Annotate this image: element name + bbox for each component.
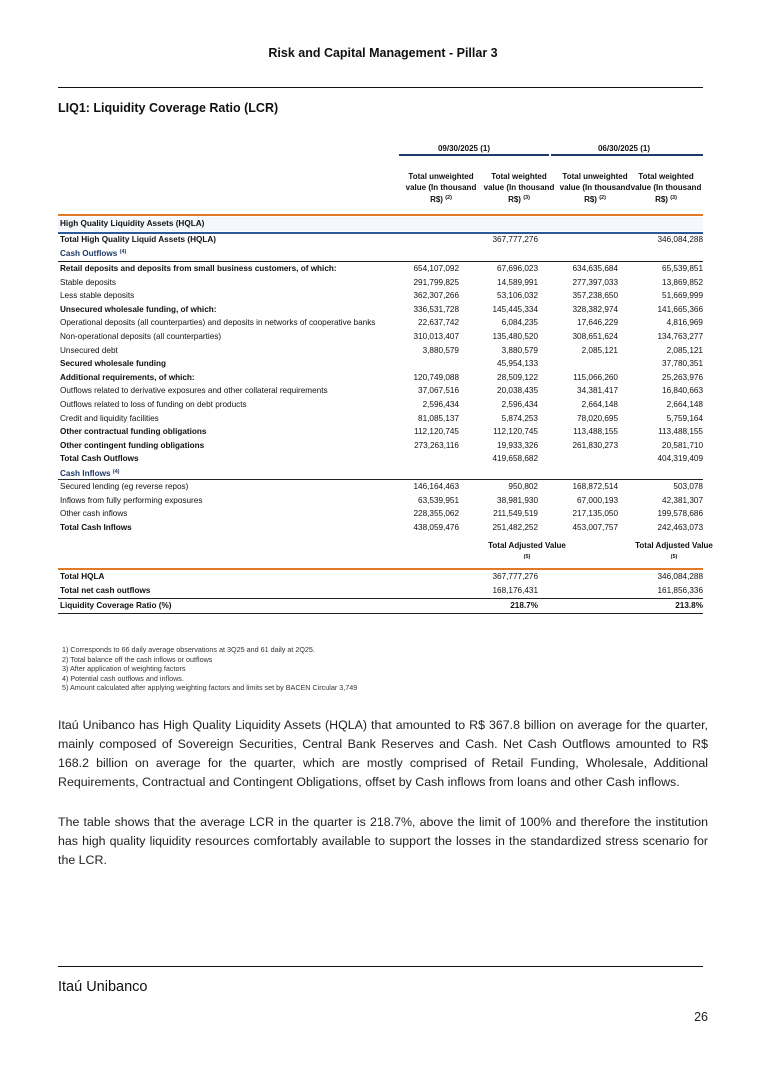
cell: 2,085,121 [666,345,703,355]
row-label: Non-operational deposits (all counterparties) [60,331,222,341]
cell: 251,482,252 [492,522,538,532]
cell: 20,581,710 [662,440,703,450]
cell: 404,319,409 [657,454,703,464]
cell: 291,799,825 [413,277,459,287]
section-label: High Quality Liquidity Assets (HQLA) [60,219,205,228]
table-row [58,357,703,371]
cell: 2,664,148 [666,399,703,409]
cell: 63,539,951 [418,495,459,505]
cell: 16,840,663 [662,386,703,396]
cell: 45,954,133 [497,359,538,369]
cell: 362,307,266 [413,291,459,301]
cell: 168,176,431 [492,585,538,595]
row-label: Less stable deposits [60,291,135,301]
cell: 357,238,650 [572,291,618,301]
row-label: Total HQLA [60,572,105,581]
adjusted-header-note: (5) [523,553,531,560]
footnote: 5) Amount calculated after applying weighting factors and limits set by BACEN Circular 3,749 [62,683,358,693]
cell: 310,013,407 [413,331,459,341]
col-header-text: Total weighted value (In thousand R$) [630,172,702,204]
row-label: Outflows related to loss of funding on debt products [60,399,247,409]
section-note: (4) [119,249,127,256]
cell: 367,777,276 [492,572,538,581]
row-label: Total Cash Inflows [60,522,132,532]
footnote: 2) Total balance off the cash inflows or outflows [62,654,213,664]
inflows-table [58,480,703,534]
adjusted-header-note: (5) [670,553,678,560]
table-row [58,262,703,276]
col-header-note: (2) [445,195,452,201]
cell: 634,635,684 [572,264,618,273]
cell: 112,120,745 [414,427,459,437]
cell: 438,059,476 [413,522,459,532]
table-row [58,303,703,317]
section-row-cash-outflows [58,246,703,260]
cell: 367,777,276 [492,234,538,244]
period-header-q3: 09/30/2025 (1) [437,144,491,153]
cell: 112,120,745 [493,427,538,437]
col-header-note: (3) [670,195,677,201]
page-number: 26 [694,1010,708,1024]
cell: 168,872,514 [572,482,618,491]
table-row [58,412,703,426]
row-label: Unsecured wholesale funding, of which: [60,304,217,314]
cell: 135,480,520 [492,331,538,341]
adjusted-header-q3 [487,541,567,564]
period-header-q2: 06/30/2025 (1) [597,144,651,153]
table-row [58,521,703,535]
table-row [58,570,703,584]
cell: 38,981,930 [497,495,538,505]
cell: 950,802 [508,482,538,491]
row-label: Other cash inflows [60,509,128,519]
cell: 211,549,519 [493,509,538,519]
cell: 113,488,155 [573,427,618,437]
cell: 17,646,229 [577,318,618,328]
row-label: Total Cash Outflows [60,454,139,464]
header-divider [58,87,703,88]
cell: 453,007,757 [572,522,618,532]
section-label [60,246,126,261]
lcr-bottom-rule [58,613,703,614]
table-row [58,276,703,290]
table-row [58,494,703,508]
cell: 22,637,742 [418,318,459,328]
period-rule-q3 [399,154,549,156]
row-label: Outflows related to derivative exposures and other collateral requirements [60,386,328,396]
cell: 2,596,434 [501,399,538,409]
cell: 346,084,288 [657,234,703,244]
table-row [58,330,703,344]
cell: 242,463,073 [657,522,703,532]
table-row [58,452,703,466]
row-label: Liquidity Coverage Ratio (%) [60,601,172,610]
footnote: 4) Potential cash outflows and inflows. [62,673,184,683]
cell: 141,665,366 [657,304,703,314]
cell: 346,084,288 [657,572,703,581]
table-row [58,344,703,358]
adjusted-header-text: Total Adjusted Value [635,541,713,550]
cell: 419,658,682 [492,454,538,464]
adjusted-header-text: Total Adjusted Value [488,541,566,550]
cell: 3,880,579 [422,345,459,355]
cell: 273,263,116 [414,440,459,450]
adjusted-header-q2 [634,541,714,564]
col-header-note: (2) [599,195,606,201]
lcr-ratio-table [58,599,703,613]
cell: 2,664,148 [581,399,618,409]
cell: 145,445,334 [492,304,538,314]
lcr-value-q2: 213.8% [675,601,703,610]
row-label: Additional requirements, of which: [60,372,195,382]
row-label: Retail deposits and deposits from small business customers, of which: [60,264,337,273]
section-note: (4) [112,468,120,475]
cell: 120,749,088 [413,372,459,382]
table-row [58,384,703,398]
cell: 217,135,050 [572,509,618,519]
cell: 161,856,336 [657,585,703,595]
cell: 2,596,434 [422,399,459,409]
page-header-title: Risk and Capital Management - Pillar 3 [268,46,498,60]
header-orange-rule [58,214,703,216]
table-row [58,439,703,453]
cell: 328,382,974 [572,304,618,314]
footer-divider [58,966,703,967]
table-row [58,507,703,521]
lcr-value-q3: 218.7% [510,601,538,610]
col-header-note: (3) [523,195,530,201]
cell: 277,397,033 [572,277,618,287]
cell: 3,880,579 [501,345,538,355]
section-label-text: Cash Outflows [60,249,118,259]
table-row [58,480,703,494]
row-label: Operational deposits (all counterparties) and deposits in networks of cooperative banks [60,318,376,328]
row-label: Other contingent funding obligations [60,440,205,450]
cell: 67,000,193 [577,495,618,505]
row-label: Other contractual funding obligations [60,427,207,437]
cell: 134,763,277 [657,331,703,341]
cell: 654,107,092 [413,264,459,273]
cell: 115,066,260 [573,372,618,382]
col-header-weighted-q3 [481,172,557,206]
lcr-table [58,217,703,260]
table-row [58,233,703,247]
footnote: 3) After application of weighting factors [62,664,186,674]
cell: 25,263,976 [662,372,703,382]
adjusted-table [58,570,703,597]
cell: 146,164,463 [413,482,459,491]
col-header-text: Total unweighted value (In thousand R$) [559,172,631,204]
col-header-text: Total weighted value (In thousand R$) [483,172,555,204]
col-header-unweighted-q3 [403,172,479,206]
row-label: Inflows from fully performing exposures [60,495,203,505]
body-paragraph-hqla: Itaú Unibanco has High Quality Liquidity Assets (HQLA) that amounted to R$ 367.8 billion on average for the quarter, mainly composed of Sovereign Securities, Central Bank Reserves and Cash. Net Cash Outflows amounted to R$ 168.2 billion on average for the quarter, which are mostly comprised of Retail Funding, Wholesale, Additional Requirements, Contractual and Contingent Obligations, offset by Cash inflows from loans and other Cash inflows. [58,718,708,789]
cell: 67,696,023 [497,264,538,273]
cell: 81,085,137 [418,413,459,423]
table-row [58,398,703,412]
cell: 19,933,326 [497,440,538,450]
cell: 2,085,121 [581,345,618,355]
cell: 53,106,032 [497,291,538,301]
cell: 4,816,969 [666,318,703,328]
row-label: Secured lending (eg reverse repos) [60,482,189,491]
cell: 20,038,435 [497,386,538,396]
table-row [58,316,703,330]
row-label: Total High Quality Liquid Assets (HQLA) [60,234,217,244]
table-title: LIQ1: Liquidity Coverage Ratio (LCR) [58,101,279,115]
section-row-hqla [58,217,703,231]
row-label: Stable deposits [60,277,116,287]
table-row-lcr [58,599,703,613]
body-paragraph-lcr: The table shows that the average LCR in the quarter is 218.7%, above the limit of 100% and therefore the institution has high quality liquidity resources comfortably available to support the losses in the standardized stress scenario for the LCR. [58,815,708,867]
col-header-unweighted-q2 [557,172,633,206]
cell: 42,381,307 [662,495,703,505]
outflows-table [58,262,703,480]
cell: 28,509,122 [497,372,538,382]
cell: 503,078 [673,482,703,491]
row-label: Secured wholesale funding [60,359,167,369]
row-label: Total net cash outflows [60,585,151,595]
row-label: Unsecured debt [60,345,118,355]
col-header-weighted-q2 [628,172,704,206]
footer-brand: Itaú Unibanco [58,979,148,995]
cell: 65,539,851 [662,264,703,273]
cell: 37,067,516 [418,386,459,396]
table-row [58,289,703,303]
section-row-cash-inflows [58,466,703,480]
cell: 51,669,999 [662,291,703,301]
cell: 5,874,253 [501,413,538,423]
cell: 14,589,991 [497,277,538,287]
cell: 78,020,695 [577,413,618,423]
table-row [58,584,703,598]
table-row [58,425,703,439]
cell: 6,084,235 [501,318,538,328]
cell: 261,830,273 [572,440,618,450]
cell: 308,651,624 [572,331,618,341]
cell: 5,759,164 [666,413,703,423]
cell: 228,355,062 [413,509,459,519]
cell: 113,488,155 [658,427,703,437]
table-row [58,371,703,385]
footnotes [62,645,357,693]
period-rule-q2 [551,154,703,156]
section-label-text: Cash Inflows [60,468,111,478]
cell: 37,780,351 [662,359,703,369]
cell: 336,531,728 [413,304,459,314]
cell: 199,578,686 [657,509,703,519]
col-header-text: Total unweighted value (In thousand R$) [405,172,477,204]
footnote: 1) Corresponds to 66 daily average observations at 3Q25 and 61 daily at 2Q25. [62,645,315,654]
cell: 34,381,417 [577,386,618,396]
cell: 13,869,852 [662,277,703,287]
row-label: Credit and liquidity facilities [60,413,159,423]
